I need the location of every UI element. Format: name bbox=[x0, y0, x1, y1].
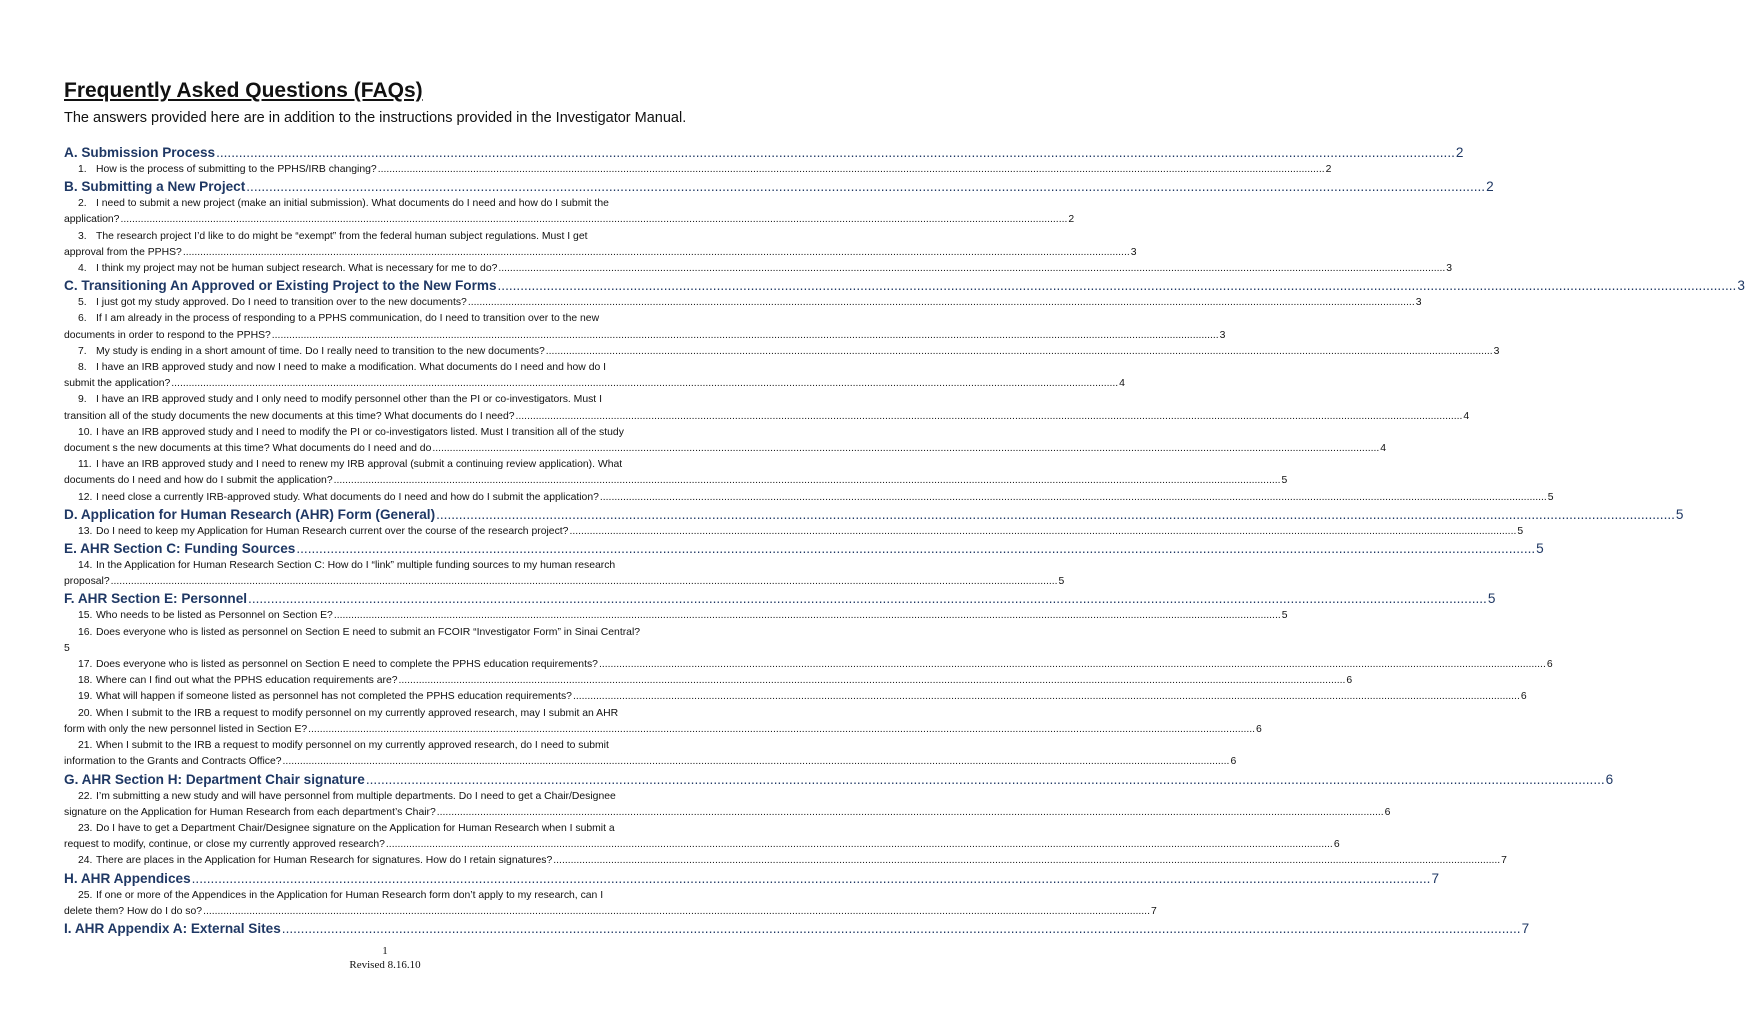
dot-leader bbox=[600, 490, 1547, 506]
toc-page-number: 7 bbox=[1501, 855, 1507, 867]
toc-section-entry[interactable] bbox=[64, 540, 1544, 558]
toc-question-text: I think my project may not be human subject research. What is necessary for me to do? bbox=[96, 263, 498, 275]
toc-page-number: 3 bbox=[1130, 246, 1137, 258]
footer-page-number: 1 bbox=[382, 945, 388, 957]
toc-question-text: form with only the new personnel listed in Section E? bbox=[64, 723, 308, 735]
page-footer bbox=[0, 944, 770, 972]
toc-question-entry[interactable] bbox=[64, 162, 1332, 178]
toc-question-text: Do I need to keep my Application for Human Research current over the course of the research project? bbox=[96, 525, 569, 537]
toc-page-number: 3 bbox=[1219, 329, 1226, 341]
toc-question-text: Who needs to be listed as Personnel on Section E? bbox=[96, 610, 333, 622]
toc-section-label: F. AHR Section E: Personnel bbox=[64, 591, 248, 607]
toc-question-text: approval from the PPHS? bbox=[64, 246, 182, 258]
toc-question-text: document s the new documents at this time? What documents do I need and do bbox=[64, 443, 432, 455]
toc-question-text: I need close a currently IRB-approved study. What documents do I need and how do I submit the application? bbox=[96, 491, 599, 503]
toc-question-entry[interactable] bbox=[64, 229, 1137, 261]
toc-page-number: 5 bbox=[1487, 591, 1496, 607]
toc-page-number: 6 bbox=[1546, 659, 1553, 671]
toc-page-number: 7 bbox=[1150, 905, 1157, 917]
toc-section-label: H. AHR Appendices bbox=[64, 870, 191, 886]
toc-question-entry[interactable] bbox=[64, 853, 1507, 869]
toc-question-number: 8. bbox=[78, 362, 87, 374]
toc-section-label: G. AHR Section H: Department Chair signature bbox=[64, 771, 365, 787]
toc-question-text: Does everyone who is listed as personnel on Section E need to submit an FCOIR “Investigator Form” in Sinai Central? bbox=[96, 626, 641, 638]
toc-question-entry[interactable] bbox=[64, 425, 1387, 457]
dot-leader bbox=[366, 771, 1605, 789]
toc-question-text: If one or more of the Appendices in the Application for Human Research form don’t apply to my research, can I bbox=[96, 889, 604, 901]
toc-question-number: 5. bbox=[78, 297, 87, 309]
dot-leader bbox=[183, 245, 1130, 261]
toc-question-text: I just got my study approved. Do I need to transition over to the new documents? bbox=[96, 297, 467, 309]
toc-question-entry[interactable] bbox=[64, 196, 1075, 228]
toc-question-entry[interactable] bbox=[64, 657, 1553, 673]
toc-question-text: transition all of the study documents the new documents at this time? What documents do I need? bbox=[64, 410, 515, 422]
toc-question-text: In the Application for Human Research Section C: How do I “link” multiple funding sources to my human research bbox=[96, 560, 616, 572]
toc-question-text: My study is ending in a short amount of time. Do I really need to transition to the new documents? bbox=[96, 345, 545, 357]
dot-leader bbox=[468, 295, 1415, 311]
toc-page-number: 5 bbox=[1281, 475, 1288, 487]
toc-question-text: documents do I need and how do I submit the application? bbox=[64, 475, 333, 487]
toc-page-number: 5 bbox=[1675, 506, 1684, 522]
toc-question-number: 20. bbox=[78, 707, 93, 719]
toc-question-entry[interactable] bbox=[64, 311, 1226, 343]
toc-question-number: 11. bbox=[78, 459, 92, 471]
dot-leader bbox=[378, 162, 1325, 178]
toc-question-entry[interactable] bbox=[64, 738, 1237, 770]
toc-page-number: 4 bbox=[1463, 410, 1470, 422]
dot-leader bbox=[546, 344, 1493, 360]
dot-leader bbox=[111, 574, 1058, 590]
dot-leader bbox=[436, 506, 1675, 524]
toc-question-number: 14. bbox=[78, 560, 93, 572]
toc-page-number: 5 bbox=[1517, 525, 1524, 537]
dot-leader bbox=[308, 722, 1255, 738]
toc-page-number: 7 bbox=[1431, 870, 1439, 886]
dot-leader bbox=[171, 376, 1118, 392]
toc-question-entry[interactable] bbox=[64, 295, 1422, 311]
toc-question-text: I have an IRB approved study and I only need to modify personnel other than the PI or co-investigators. Must I bbox=[96, 394, 602, 406]
toc-section-entry[interactable] bbox=[64, 590, 1496, 608]
toc-page-number: 6 bbox=[1520, 691, 1527, 703]
toc-question-entry[interactable] bbox=[64, 608, 1288, 624]
toc-question-entry[interactable] bbox=[64, 490, 1554, 506]
toc-question-number: 18. bbox=[78, 675, 93, 687]
dot-leader bbox=[569, 524, 1516, 540]
toc-section-label: B. Submitting a New Project bbox=[64, 179, 246, 195]
toc-question-entry[interactable] bbox=[64, 673, 1353, 689]
toc-question-text: delete them? How do I do so? bbox=[64, 905, 203, 917]
toc-question-text: How is the process of submitting to the PPHS/IRB changing? bbox=[96, 164, 377, 175]
toc-question-text: I have an IRB approved study and now I need to make a modification. What documents do I need and how do I bbox=[96, 362, 607, 374]
toc-section-entry[interactable] bbox=[64, 920, 1530, 938]
toc-question-text: What will happen if someone listed as personnel has not completed the PPHS education requirements? bbox=[96, 691, 572, 703]
toc-question-number: 7. bbox=[78, 345, 87, 357]
toc-page-number: 3 bbox=[1493, 345, 1500, 357]
dot-leader bbox=[516, 409, 1463, 425]
toc-question-text: application? bbox=[64, 214, 120, 226]
toc-question-entry[interactable] bbox=[64, 360, 1125, 392]
toc-question-text: I have an IRB approved study and I need to renew my IRB approval (submit a continuing review application). What bbox=[96, 459, 623, 471]
toc-question-number: 17. bbox=[78, 659, 93, 671]
dot-leader bbox=[120, 212, 1067, 228]
dot-leader bbox=[282, 920, 1521, 938]
toc-question-number: 19. bbox=[78, 691, 93, 703]
dot-leader bbox=[272, 328, 1219, 344]
toc-page-number: 3 bbox=[1415, 297, 1422, 309]
toc-question-text: I need to submit a new project (make an initial submission). What documents do I need and how do I submit the bbox=[96, 198, 609, 210]
toc-question-entry[interactable] bbox=[64, 689, 1527, 705]
toc-page-number: 7 bbox=[1521, 920, 1530, 936]
toc-question-text: When I submit to the IRB a request to modify personnel on my currently approved research, may I submit an AHR bbox=[96, 707, 619, 719]
toc-question-text: information to the Grants and Contracts Office? bbox=[64, 756, 282, 768]
toc-question-number: 10. bbox=[78, 426, 93, 438]
toc-question-entry[interactable] bbox=[64, 392, 1470, 424]
dot-leader bbox=[192, 870, 1431, 888]
dot-leader bbox=[573, 689, 1520, 705]
dot-leader bbox=[399, 673, 1346, 689]
toc-question-entry[interactable] bbox=[64, 524, 1524, 540]
toc-question-text: 5 bbox=[64, 642, 70, 654]
toc-question-text: Does everyone who is listed as personnel on Section E need to complete the PPHS education requirements? bbox=[96, 659, 598, 671]
toc-page-number: 3 bbox=[1737, 278, 1745, 294]
toc-question-text: If I am already in the process of responding to a PPHS communication, do I need to transition over to the new bbox=[96, 313, 600, 325]
toc-page-number: 3 bbox=[1446, 263, 1453, 275]
dot-leader bbox=[246, 178, 1485, 196]
toc-page-number: 6 bbox=[1346, 675, 1353, 687]
toc-page-number: 6 bbox=[1256, 723, 1262, 735]
toc-question-number: 22. bbox=[78, 790, 93, 802]
toc-question-number: 2. bbox=[78, 198, 87, 210]
dot-leader bbox=[553, 853, 1500, 869]
toc-page-number: 4 bbox=[1380, 443, 1387, 455]
dot-leader bbox=[334, 608, 1281, 624]
toc-page-number: 2 bbox=[1455, 145, 1464, 160]
toc-question-text: signature on the Application for Human Research from each department’s Chair? bbox=[64, 806, 436, 818]
toc-section-label: E. AHR Section C: Funding Sources bbox=[64, 541, 296, 557]
table-of-contents bbox=[64, 144, 1745, 938]
toc-question-number: 24. bbox=[78, 855, 93, 867]
toc-page-number: 2 bbox=[1068, 214, 1075, 226]
toc-page-number: 2 bbox=[1486, 179, 1494, 195]
toc-question-number: 4. bbox=[78, 263, 87, 275]
toc-page-number: 2 bbox=[1325, 164, 1332, 175]
toc-section-label: I. AHR Appendix A: External Sites bbox=[64, 920, 281, 936]
toc-question-entry[interactable] bbox=[64, 888, 1157, 920]
toc-page-number: 6 bbox=[1384, 806, 1391, 818]
toc-page-number: 5 bbox=[1547, 491, 1554, 503]
dot-leader bbox=[498, 261, 1445, 277]
toc-section-entry[interactable] bbox=[64, 506, 1684, 524]
toc-question-text: Where can I find out what the PPHS education requirements are? bbox=[96, 675, 398, 687]
toc-question-number: 6. bbox=[78, 313, 87, 325]
toc-question-text: documents in order to respond to the PPHS? bbox=[64, 329, 271, 341]
toc-question-entry[interactable] bbox=[64, 625, 708, 657]
toc-section-entry[interactable] bbox=[64, 144, 1464, 162]
toc-section-entry[interactable] bbox=[64, 870, 1439, 888]
toc-question-text: request to modify, continue, or close my currently approved research? bbox=[64, 839, 385, 851]
dot-leader bbox=[203, 904, 1150, 920]
toc-question-text: proposal? bbox=[64, 576, 110, 588]
toc-page-number: 5 bbox=[1281, 610, 1288, 622]
toc-section-label: D. Application for Human Research (AHR) Form (General) bbox=[64, 506, 436, 522]
page-title: Frequently Asked Questions (FAQs) bbox=[64, 79, 423, 102]
toc-section-entry[interactable] bbox=[64, 277, 1745, 295]
dot-leader bbox=[334, 473, 1281, 489]
toc-section-entry[interactable] bbox=[64, 178, 1494, 196]
toc-question-entry[interactable] bbox=[64, 558, 1065, 590]
toc-question-entry[interactable] bbox=[64, 789, 1391, 821]
dot-leader bbox=[216, 144, 1455, 162]
toc-page-number: 5 bbox=[1536, 541, 1544, 557]
toc-question-number: 25. bbox=[78, 889, 93, 901]
toc-question-number: 13. bbox=[78, 525, 93, 537]
toc-question-text: I have an IRB approved study and I need to modify the PI or co-investigators listed. Must I transition all of the study bbox=[96, 426, 624, 438]
dot-leader bbox=[599, 657, 1546, 673]
toc-section-label: A. Submission Process bbox=[64, 145, 216, 160]
toc-question-text: When I submit to the IRB a request to modify personnel on my currently approved research, do I need to submit bbox=[96, 740, 609, 752]
toc-question-entry[interactable] bbox=[64, 344, 1500, 360]
toc-question-text: The research project I’d like to do might be “exempt” from the federal human subject regulations. Must I get bbox=[96, 230, 588, 242]
toc-question-number: 21. bbox=[78, 740, 93, 752]
toc-question-entry[interactable] bbox=[64, 457, 1288, 489]
dot-leader bbox=[498, 277, 1737, 295]
toc-question-number: 1. bbox=[78, 164, 87, 175]
toc-question-entry[interactable] bbox=[64, 261, 1453, 277]
dot-leader bbox=[386, 837, 1333, 853]
page-subtitle: The answers provided here are in addition to the instructions provided in the Investigator Manual. bbox=[64, 110, 687, 126]
toc-question-number: 15. bbox=[78, 610, 93, 622]
toc-question-number: 9. bbox=[78, 394, 87, 406]
toc-question-text: Do I have to get a Department Chair/Designee signature on the Application for Human Research when I submit a bbox=[96, 822, 615, 834]
toc-question-text: There are places in the Application for Human Research for signatures. How do I retain signatures? bbox=[96, 855, 553, 867]
toc-section-label: C. Transitioning An Approved or Existing Project to the New Forms bbox=[64, 278, 497, 294]
toc-question-number: 16. bbox=[78, 626, 93, 638]
toc-section-entry[interactable] bbox=[64, 771, 1614, 789]
dot-leader bbox=[432, 441, 1379, 457]
dot-leader bbox=[296, 540, 1535, 558]
toc-page-number: 6 bbox=[1605, 771, 1614, 787]
toc-question-text: submit the application? bbox=[64, 378, 171, 390]
toc-page-number: 5 bbox=[1058, 576, 1065, 588]
toc-page-number: 6 bbox=[1333, 839, 1340, 851]
faq-document bbox=[64, 78, 1745, 938]
footer-revised: Revised 8.16.10 bbox=[349, 959, 421, 971]
toc-question-number: 3. bbox=[78, 230, 87, 242]
toc-page-number: 4 bbox=[1119, 378, 1125, 390]
toc-question-entry[interactable] bbox=[64, 706, 1262, 738]
dot-leader bbox=[283, 754, 1230, 770]
toc-question-entry[interactable] bbox=[64, 821, 1340, 853]
toc-question-number: 23. bbox=[78, 822, 93, 834]
dot-leader bbox=[437, 805, 1384, 821]
toc-question-text: I’m submitting a new study and will have personnel from multiple departments. Do I need to get a Chair/Designee bbox=[96, 790, 616, 802]
dot-leader bbox=[248, 590, 1487, 608]
toc-question-number: 12. bbox=[78, 491, 93, 503]
toc-page-number: 6 bbox=[1230, 756, 1237, 768]
